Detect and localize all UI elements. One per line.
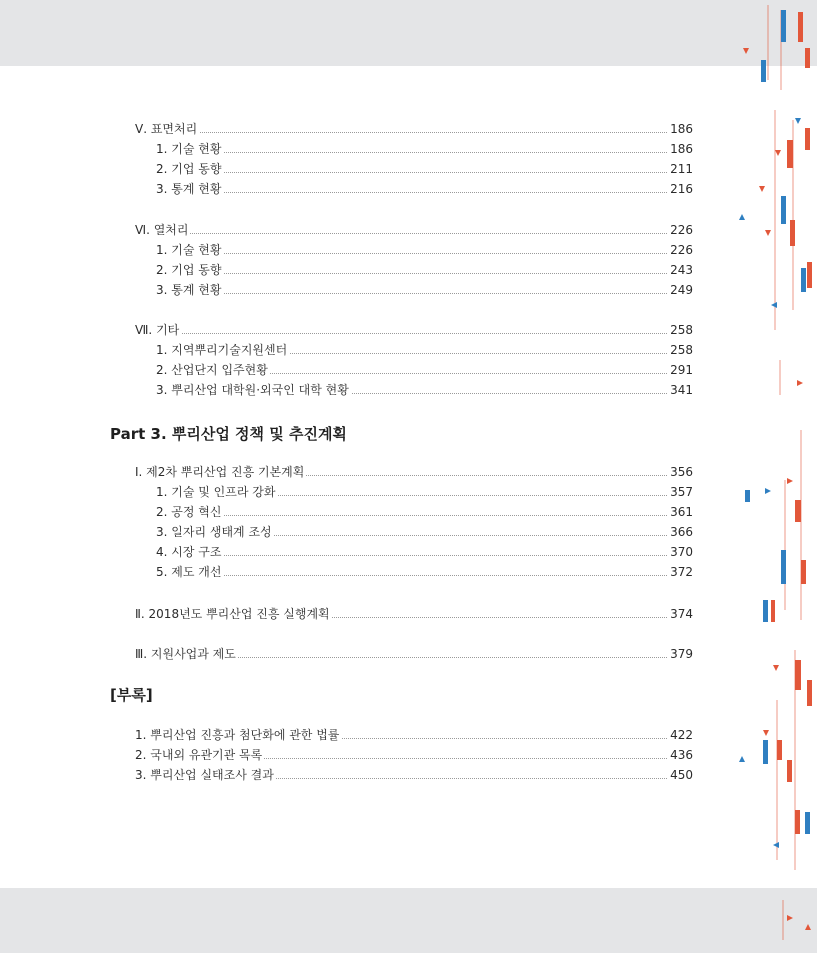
toc-entry-label: 1. 기술 현황 [156, 240, 223, 260]
toc-page-number: 249 [669, 280, 693, 300]
dot-leader [160, 273, 667, 274]
toc-entry-label: Ⅲ. 지원사업과 제도 [135, 644, 238, 664]
toc-entry-label: 3. 일자리 생태계 조성 [156, 522, 274, 542]
toc-page-number: 211 [669, 159, 693, 179]
toc-page-number: 357 [669, 482, 693, 502]
toc-page-number: 291 [669, 360, 693, 380]
toc-entry-label: Ⅰ. 제2차 뿌리산업 진흥 기본계획 [135, 462, 306, 482]
dot-leader [160, 293, 667, 294]
toc-entry-label: 2. 기업 동향 [156, 260, 223, 280]
dot-leader [160, 152, 667, 153]
toc-page-number: 379 [669, 644, 693, 664]
toc-subsection[interactable] [0, 380, 693, 400]
dot-leader [140, 132, 667, 133]
toc-subsection[interactable] [0, 502, 693, 522]
toc-entry-label: 3. 통계 현황 [156, 179, 223, 199]
dot-leader [160, 575, 667, 576]
dot-leader [160, 253, 667, 254]
decorative-pattern [735, 0, 817, 953]
toc-section[interactable] [0, 320, 693, 340]
toc-page-number: 341 [669, 380, 693, 400]
toc-entry-label: Ⅱ. 2018년도 뿌리산업 진흥 실행계획 [135, 604, 332, 624]
dot-leader [160, 555, 667, 556]
toc-entry-label: Ⅴ. 표면처리 [135, 119, 199, 139]
toc-subsection[interactable] [0, 260, 693, 280]
toc-entry-label: 1. 기술 현황 [156, 139, 223, 159]
toc-section[interactable] [0, 644, 693, 664]
toc-entry-label: 2. 공정 혁신 [156, 502, 223, 522]
dot-leader [160, 515, 667, 516]
toc-page-number: 226 [669, 240, 693, 260]
toc-page-number: 258 [669, 340, 693, 360]
toc-page-number: 226 [669, 220, 693, 240]
toc-subsection[interactable] [0, 360, 693, 380]
toc-subsection[interactable] [0, 542, 693, 562]
dot-leader [140, 333, 667, 334]
toc-section[interactable] [0, 119, 693, 139]
appendix-heading: [부록] [110, 686, 153, 704]
toc-page-number: 356 [669, 462, 693, 482]
toc-entry-label: 3. 통계 현황 [156, 280, 223, 300]
toc-entry-label: 3. 뿌리산업 대학원·외국인 대학 현황 [156, 380, 351, 400]
dot-leader [160, 172, 667, 173]
toc-subsection[interactable] [0, 522, 693, 542]
toc-subsection[interactable] [0, 179, 693, 199]
dot-leader [160, 192, 667, 193]
toc-page-number: 186 [669, 139, 693, 159]
toc-subsection[interactable] [0, 139, 693, 159]
toc-subsection[interactable] [0, 240, 693, 260]
toc-subsection[interactable] [0, 340, 693, 360]
toc-page-number: 258 [669, 320, 693, 340]
toc-subsection[interactable] [0, 159, 693, 179]
dot-leader [140, 233, 667, 234]
toc-entry-label: 1. 기술 및 인프라 강화 [156, 482, 277, 502]
toc-page-number: 374 [669, 604, 693, 624]
header-band [0, 0, 817, 66]
toc-entry-label: 2. 기업 동향 [156, 159, 223, 179]
footer-band [0, 888, 817, 953]
part-heading: Part 3. 뿌리산업 정책 및 추진계획 [110, 425, 347, 443]
toc-entry-label: Ⅵ. 열처리 [135, 220, 190, 240]
toc-page-number: 243 [669, 260, 693, 280]
toc-page-number: 186 [669, 119, 693, 139]
toc-appendix-item[interactable] [0, 745, 693, 765]
toc-entry-label: 2. 국내외 유관기관 목록 [135, 745, 264, 765]
toc-page-number: 422 [669, 725, 693, 745]
toc-page-number: 370 [669, 542, 693, 562]
toc-page-number: 366 [669, 522, 693, 542]
toc-page-number: 450 [669, 765, 693, 785]
toc-entry-label: 1. 지역뿌리기술지원센터 [156, 340, 289, 360]
toc-subsection[interactable] [0, 280, 693, 300]
toc-appendix-item[interactable] [0, 765, 693, 785]
toc-entry-label: 4. 시장 구조 [156, 542, 223, 562]
toc-section[interactable] [0, 462, 693, 482]
toc-entry-label: 2. 산업단지 입주현황 [156, 360, 270, 380]
toc-subsection[interactable] [0, 562, 693, 582]
toc-entry-label: 5. 제도 개선 [156, 562, 223, 582]
toc-page-number: 436 [669, 745, 693, 765]
toc-page-number: 361 [669, 502, 693, 522]
toc-section[interactable] [0, 220, 693, 240]
toc-section[interactable] [0, 604, 693, 624]
toc-page-number: 372 [669, 562, 693, 582]
toc-entry-label: 1. 뿌리산업 진흥과 첨단화에 관한 법률 [135, 725, 341, 745]
toc-entry-label: 3. 뿌리산업 실태조사 결과 [135, 765, 276, 785]
toc-subsection[interactable] [0, 482, 693, 502]
toc-appendix-item[interactable] [0, 725, 693, 745]
toc-page-number: 216 [669, 179, 693, 199]
toc-entry-label: Ⅶ. 기타 [135, 320, 181, 340]
